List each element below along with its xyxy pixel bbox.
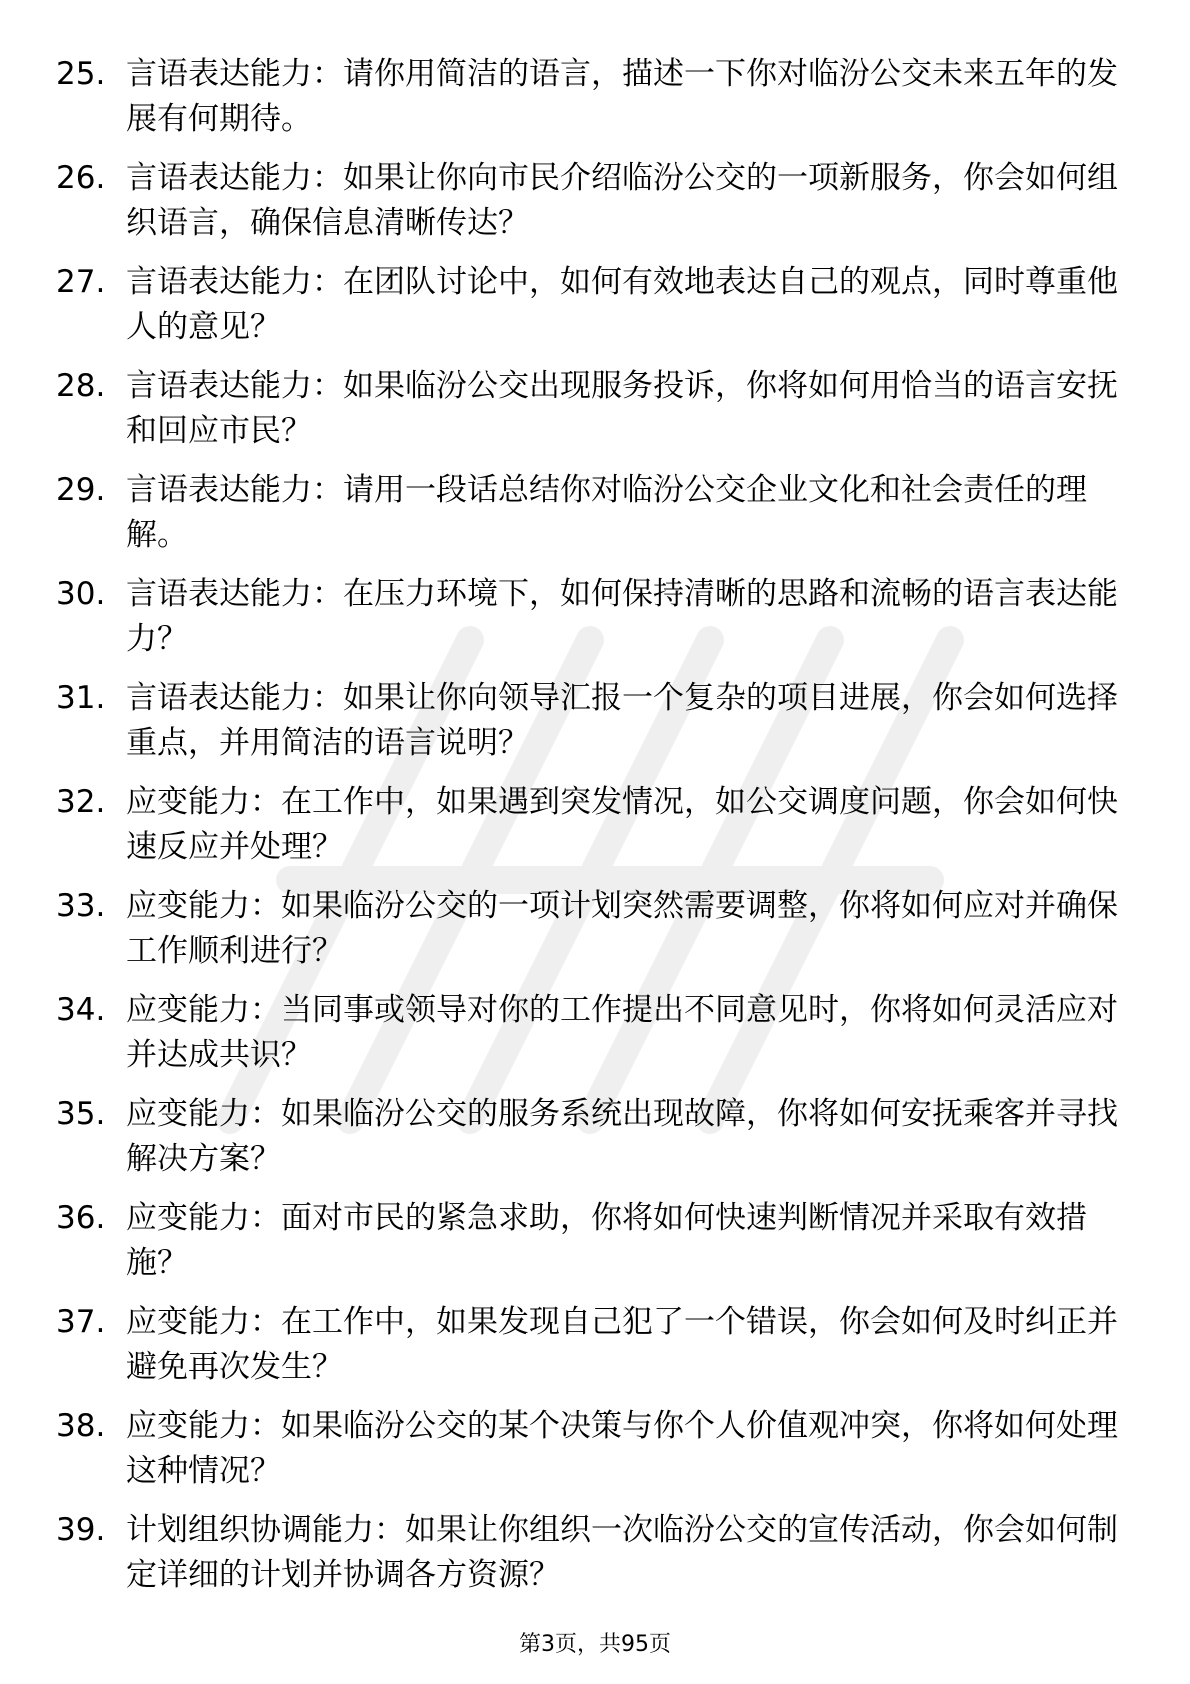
question-item xyxy=(56,676,1136,766)
question-text: 应变能力：面对市民的紧急求助，你将如何快速判断情况并采取有效措施？ xyxy=(126,1200,1087,1281)
question-item xyxy=(56,572,1136,662)
question-item xyxy=(56,884,1136,974)
question-number: 31. xyxy=(56,680,106,716)
question-number: 34. xyxy=(56,992,106,1028)
question-text: 言语表达能力：请你用简洁的语言，描述一下你对临汾公交未来五年的发展有何期待。 xyxy=(126,56,1118,137)
question-number: 26. xyxy=(56,160,106,196)
question-text: 言语表达能力：如果临汾公交出现服务投诉，你将如何用恰当的语言安抚和回应市民？ xyxy=(126,368,1118,449)
question-number: 29. xyxy=(56,472,106,508)
question-item xyxy=(56,260,1136,350)
question-number: 36. xyxy=(56,1200,106,1236)
question-item xyxy=(56,364,1136,454)
question-number: 38. xyxy=(56,1408,106,1444)
question-text: 言语表达能力：如果让你向领导汇报一个复杂的项目进展，你会如何选择重点，并用简洁的语言说明？ xyxy=(126,680,1118,761)
question-number: 25. xyxy=(56,56,106,92)
question-item xyxy=(56,780,1136,870)
question-text: 言语表达能力：如果让你向市民介绍临汾公交的一项新服务，你会如何组织语言，确保信息清晰传达？ xyxy=(126,160,1118,241)
question-text: 言语表达能力：请用一段话总结你对临汾公交企业文化和社会责任的理解。 xyxy=(126,472,1087,553)
question-item xyxy=(56,1092,1136,1182)
question-item xyxy=(56,988,1136,1078)
question-item xyxy=(56,468,1136,558)
question-text: 应变能力：当同事或领导对你的工作提出不同意见时，你将如何灵活应对并达成共识？ xyxy=(126,992,1118,1073)
question-item xyxy=(56,1300,1136,1390)
question-item xyxy=(56,1196,1136,1286)
question-text: 言语表达能力：在团队讨论中，如何有效地表达自己的观点，同时尊重他人的意见？ xyxy=(126,264,1118,345)
question-number: 32. xyxy=(56,784,106,820)
question-text: 应变能力：如果临汾公交的一项计划突然需要调整，你将如何应对并确保工作顺利进行？ xyxy=(126,888,1118,969)
question-number: 30. xyxy=(56,576,106,612)
page-footer: 第3页，共95页 xyxy=(519,1632,671,1657)
question-text: 应变能力：在工作中，如果发现自己犯了一个错误，你会如何及时纠正并避免再次发生？ xyxy=(126,1304,1118,1385)
question-number: 28. xyxy=(56,368,106,404)
question-item xyxy=(56,156,1136,246)
question-item xyxy=(56,1508,1136,1598)
question-text: 应变能力：在工作中，如果遇到突发情况，如公交调度问题，你会如何快速反应并处理？ xyxy=(126,784,1118,865)
question-number: 27. xyxy=(56,264,106,300)
question-text: 应变能力：如果临汾公交的服务系统出现故障，你将如何安抚乘客并寻找解决方案？ xyxy=(126,1096,1118,1177)
question-number: 33. xyxy=(56,888,106,924)
question-item xyxy=(56,1404,1136,1494)
question-list xyxy=(56,52,1136,1612)
question-text: 言语表达能力：在压力环境下，如何保持清晰的思路和流畅的语言表达能力？ xyxy=(126,576,1118,657)
question-number: 37. xyxy=(56,1304,106,1340)
question-number: 35. xyxy=(56,1096,106,1132)
question-text: 应变能力：如果临汾公交的某个决策与你个人价值观冲突，你将如何处理这种情况？ xyxy=(126,1408,1118,1489)
question-number: 39. xyxy=(56,1512,106,1548)
question-text: 计划组织协调能力：如果让你组织一次临汾公交的宣传活动，你会如何制定详细的计划并协调各方资源？ xyxy=(126,1512,1118,1593)
question-item xyxy=(56,52,1136,142)
